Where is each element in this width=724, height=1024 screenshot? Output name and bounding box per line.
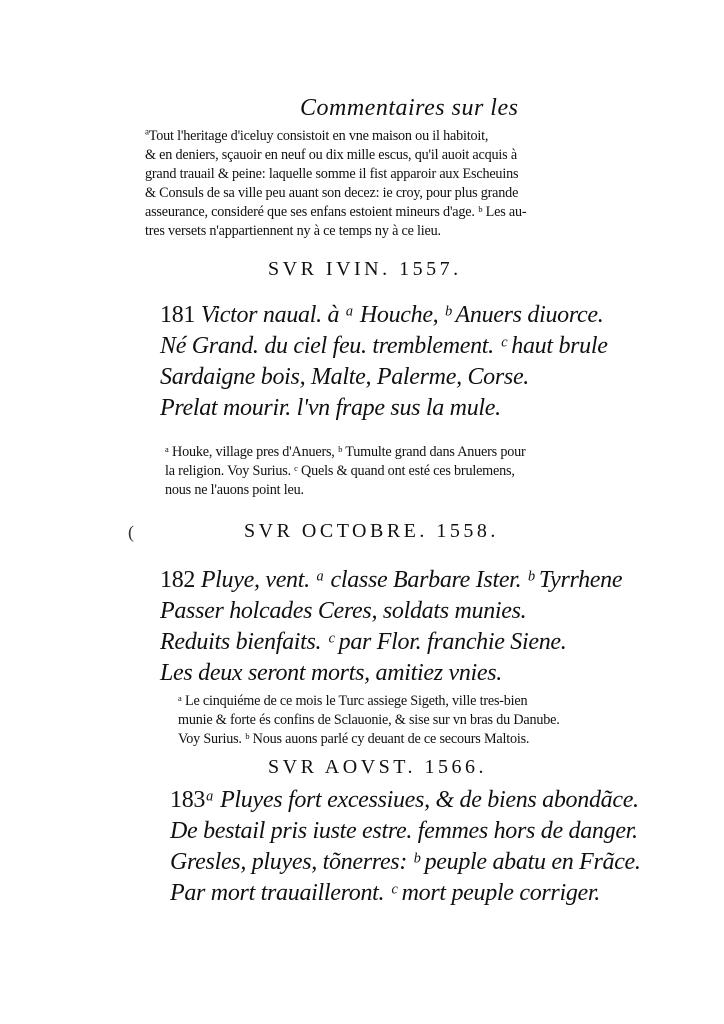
section-heading-june-1557: SVR IVIN. 1557. — [268, 258, 462, 280]
verse-line: 181 Victor naual. à ᵃ Houche, ᵇ Anuers diuorce. — [160, 302, 604, 328]
verse-line: Par mort trauailleront. ᶜ mort peuple corriger. — [170, 880, 600, 906]
quatrain-182 — [160, 565, 660, 689]
verse-line: Prelat mourir. l'vn frape sus la mule. — [160, 395, 501, 421]
verse-line: Né Grand. du ciel feu. tremblement. ᶜ haut brule — [160, 333, 608, 359]
verse-line: Passer holcades Ceres, soldats munies. — [160, 598, 527, 624]
intro-note — [145, 127, 645, 241]
quatrain-183 — [170, 785, 670, 909]
verse-line: De bestail pris iuste estre. femmes hors de danger. — [170, 818, 638, 844]
intro-note-line: & Consuls de sa ville peu auant son decez: ie croy, pour plus grande — [145, 185, 519, 201]
intro-note-line: asseurance, consideré que ses enfans estoient mineurs d'age. ᵇ Les au- — [145, 204, 527, 220]
quatrain-181-notes — [165, 443, 635, 500]
verse-line: Sardaigne bois, Malte, Palerme, Corse. — [160, 364, 530, 390]
running-head: Commentaires sur les — [300, 95, 519, 121]
quatrain-number: 183 — [170, 787, 206, 813]
verse-line: 182 Pluye, vent. ᵃ classe Barbare Ister. ᵇ Tyrrhene — [160, 567, 623, 593]
quatrain-181 — [160, 300, 660, 424]
quatrain-number: 182 — [160, 567, 196, 593]
note-line: ᵃ Houke, village pres d'Anuers, ᵇ Tumulte grand dans Anuers pour — [165, 444, 526, 460]
note-line: ᵃ Le cinquiéme de ce mois le Turc assiege Sigeth, ville tres-bien — [178, 693, 528, 709]
section-heading-october-1558: SVR OCTOBRE. 1558. — [244, 520, 499, 542]
note-line: Voy Surius. ᵇ Nous auons parlé cy deuant de ce secours Maltois. — [178, 731, 530, 747]
margin-mark: ( — [128, 522, 134, 542]
intro-note-line: tres versets n'appartiennent ny à ce temps ny à ce lieu. — [145, 223, 441, 239]
note-line: nous ne l'auons point leu. — [165, 482, 304, 498]
note-line: la religion. Voy Surius. ᶜ Quels & quand ont esté ces brulemens, — [165, 463, 515, 479]
section-heading-august-1566: SVR AOVST. 1566. — [268, 756, 487, 778]
verse-line: Gresles, pluyes, tõnerres: ᵇ peuple abatu en Frãce. — [170, 849, 641, 875]
intro-note-line: grand trauail & peine: laquelle somme il fist apparoir aux Escheuins — [145, 166, 519, 182]
intro-note-line: $^a$Tout l'heritage d'iceluy consistoit en vne maison ou il habitoit, — [145, 126, 489, 144]
quatrain-182-notes — [178, 692, 638, 749]
quatrain-number: 181 — [160, 302, 196, 328]
verse-line: Reduits bienfaits. ᶜ par Flor. franchie Siene. — [160, 629, 567, 655]
verse-line: 183ᵃ Pluyes fort excessiues, & de biens abondãce. — [170, 787, 639, 813]
note-line: munie & forte és confins de Sclauonie, & sise sur vn bras du Danube. — [178, 712, 560, 728]
verse-line: Les deux seront morts, amitiez vnies. — [160, 660, 502, 686]
intro-note-line: & en deniers, sçauoir en neuf ou dix mille escus, qu'il auoit acquis à — [145, 147, 517, 163]
